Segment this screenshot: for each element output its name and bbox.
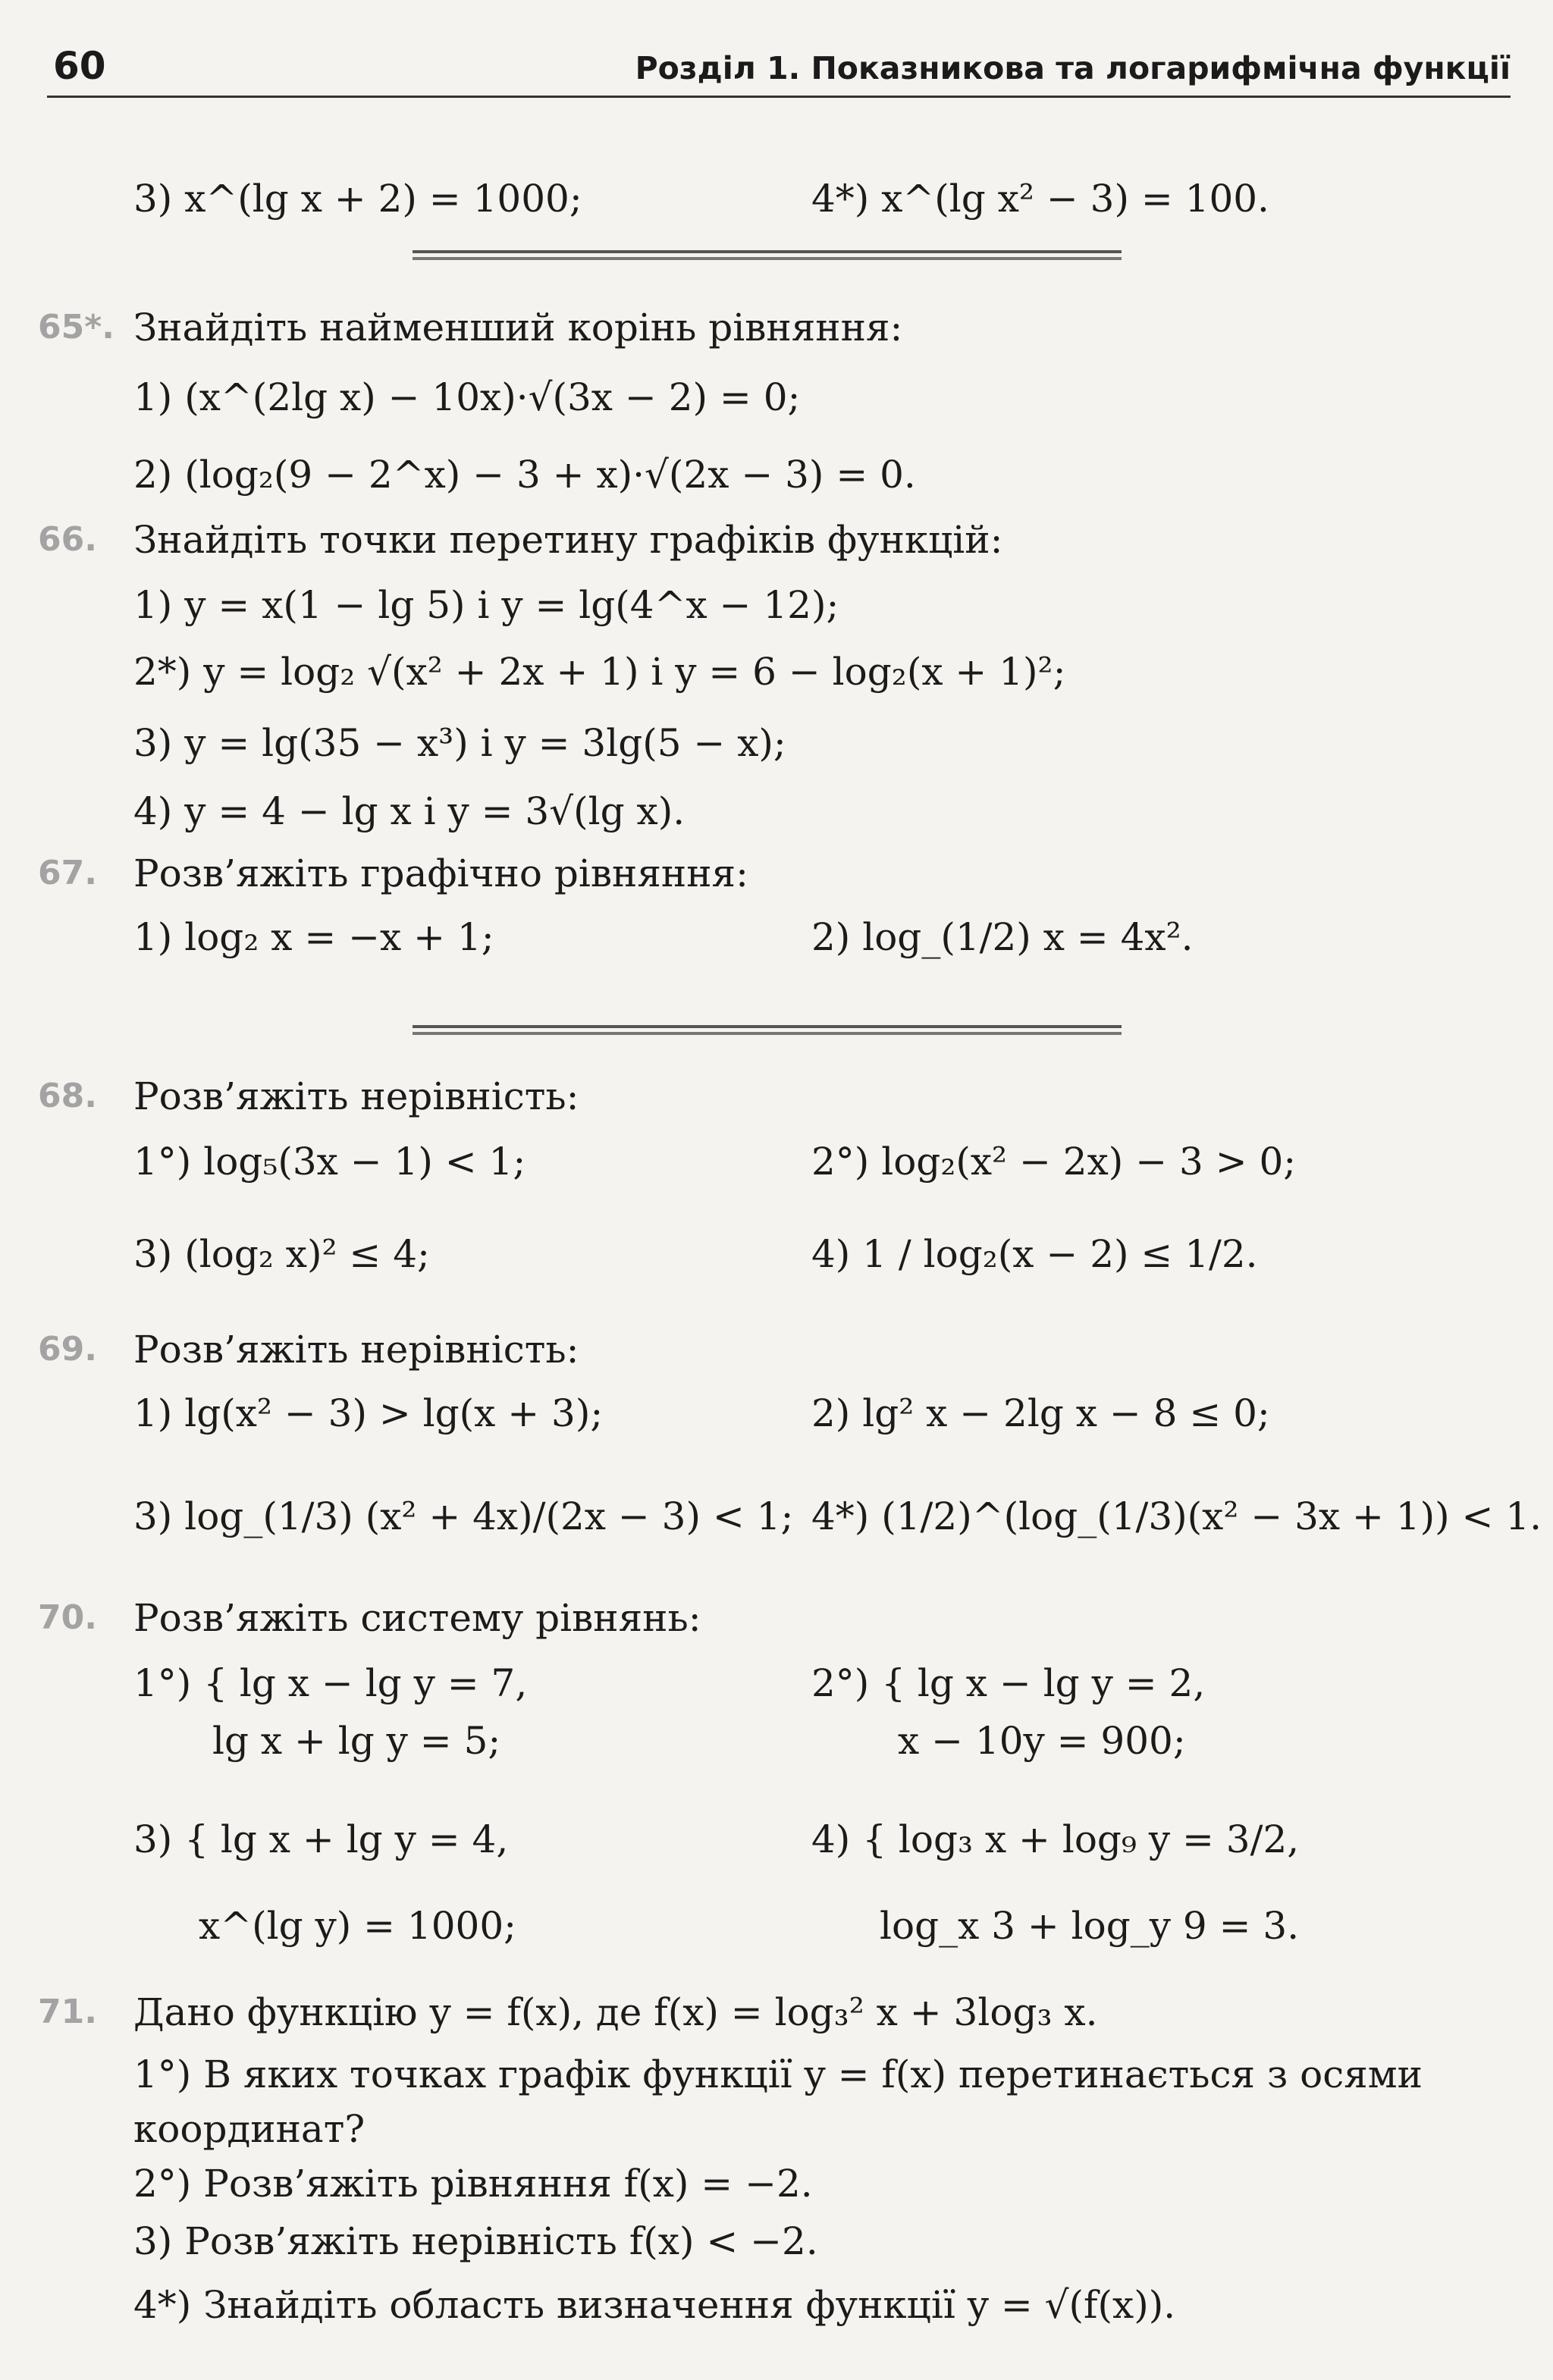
task-number: 67.: [38, 854, 97, 892]
exercise-row: [0, 575, 1553, 635]
task-number: 69.: [38, 1330, 97, 1369]
exercise-row: [0, 1896, 1553, 1956]
exercise-row: [0, 2211, 1553, 2272]
exercise-item: 4*) (1/2)^(log_(1/3)(x² − 3x + 1)) < 1.: [811, 1494, 1542, 1538]
exercise-item: x^(lg y) = 1000;: [199, 1904, 517, 1948]
exercise-item: lg x + lg y = 5;: [212, 1719, 501, 1763]
exercise-item: 3) { lg x + lg y = 4,: [133, 1817, 509, 1861]
exercise-item: 4) 1 / log₂(x − 2) ≤ 1/2.: [811, 1232, 1258, 1276]
task-title: Розв’яжіть нерівність:: [133, 1328, 579, 1372]
exercise-row: [0, 1711, 1553, 1771]
task-number: 65*.: [38, 308, 115, 346]
task-title: Знайдіть найменший корінь рівняння:: [133, 306, 903, 350]
exercise-row: [0, 2275, 1553, 2335]
exercise-row: [0, 713, 1553, 773]
exercise-row: [0, 781, 1553, 842]
exercise-item: 2°) log₂(x² − 2x) − 3 > 0;: [811, 1140, 1297, 1184]
exercise-item: 3) x^(lg x + 2) = 1000;: [133, 177, 582, 221]
exercise-row: [0, 1653, 1553, 1714]
exercise-item: 2*) y = log₂ √(x² + 2x + 1) і y = 6 − log₂(x + 1)²;: [133, 650, 1066, 694]
exercise-item: 1) lg(x² − 3) > lg(x + 3);: [133, 1391, 604, 1435]
exercise-item: log_x 3 + log_y 9 = 3.: [880, 1904, 1300, 1948]
exercise-item: 3) (log₂ x)² ≤ 4;: [133, 1232, 430, 1276]
task-title: Дано функцію y = f(x), де f(x) = log₃² x + 3log₃ x.: [133, 1990, 1098, 2034]
exercise-row: [0, 907, 1553, 967]
page-header: [47, 44, 1511, 97]
exercise-item: 1) y = x(1 − lg 5) і y = lg(4^x − 12);: [133, 583, 839, 627]
exercise-row: [0, 1224, 1553, 1284]
task-number: 70.: [38, 1598, 97, 1637]
exercise-item: 3) Розв’яжіть нерівність f(x) < −2.: [133, 2219, 818, 2263]
exercise-row: [0, 367, 1553, 428]
task-number: 68.: [38, 1077, 97, 1115]
exercise-row: [0, 2047, 1553, 2161]
exercise-item: 2°) { lg x − lg y = 2,: [811, 1661, 1206, 1705]
exercise-item: 1°) log₅(3x − 1) < 1;: [133, 1140, 526, 1184]
task-title: Розв’яжіть графічно рівняння:: [133, 851, 748, 895]
page-number: 60: [53, 44, 106, 88]
task-number: 71.: [38, 1993, 97, 2031]
exercise-item: 4*) Знайдіть область визначення функції y = √(f(x)).: [133, 2283, 1176, 2327]
exercise-row: [0, 1131, 1553, 1192]
task-number: 66.: [38, 520, 97, 559]
exercise-item: 4) y = 4 − lg x і y = 3√(lg x).: [133, 789, 686, 833]
exercise-row: [0, 444, 1553, 505]
task-title: Розв’яжіть нерівність:: [133, 1074, 579, 1118]
exercise-row: [0, 1383, 1553, 1444]
exercise-item: 2) (log₂(9 − 2^x) − 3 + x)·√(2x − 3) = 0.: [133, 453, 916, 497]
task-title: Знайдіть точки перетину графіків функцій:: [133, 518, 1003, 562]
exercise-row: [0, 1486, 1553, 1547]
exercise-item: 2°) Розв’яжіть рівняння f(x) = −2.: [133, 2162, 813, 2206]
exercise-row: [0, 641, 1553, 702]
exercise-item: 1°) { lg x − lg y = 7,: [133, 1661, 528, 1705]
exercise-row: [0, 2153, 1553, 2214]
exercise-item: 1) log₂ x = −x + 1;: [133, 915, 494, 959]
exercise-row: [0, 168, 1553, 229]
exercise-item: 1°) В яких точках графік функції y = f(x) перетинається з осями координат?: [133, 2052, 1423, 2151]
exercise-item: 4) { log₃ x + log₉ y = 3/2,: [811, 1817, 1300, 1861]
level-divider: [413, 1025, 1122, 1037]
exercise-item: 3) y = lg(35 − x³) і y = 3lg(5 − x);: [133, 721, 786, 765]
level-divider: [413, 250, 1122, 262]
exercise-item: 4*) x^(lg x² − 3) = 100.: [811, 177, 1269, 221]
exercise-item: 2) lg² x − 2lg x − 8 ≤ 0;: [811, 1391, 1270, 1435]
exercise-item: 1) (x^(2lg x) − 10x)·√(3x − 2) = 0;: [133, 375, 801, 419]
exercise-item: 3) log_(1/3) (x² + 4x)/(2x − 3) < 1;: [133, 1494, 794, 1538]
exercise-item: x − 10y = 900;: [898, 1719, 1186, 1763]
exercise-item: 2) log_(1/2) x = 4x².: [811, 915, 1194, 959]
task-title: Розв’яжіть систему рівнянь:: [133, 1596, 701, 1640]
section-title: Розділ 1. Показникова та логарифмічна функції: [635, 50, 1511, 86]
header-rule: [47, 96, 1511, 98]
exercise-row: [0, 1809, 1553, 1870]
